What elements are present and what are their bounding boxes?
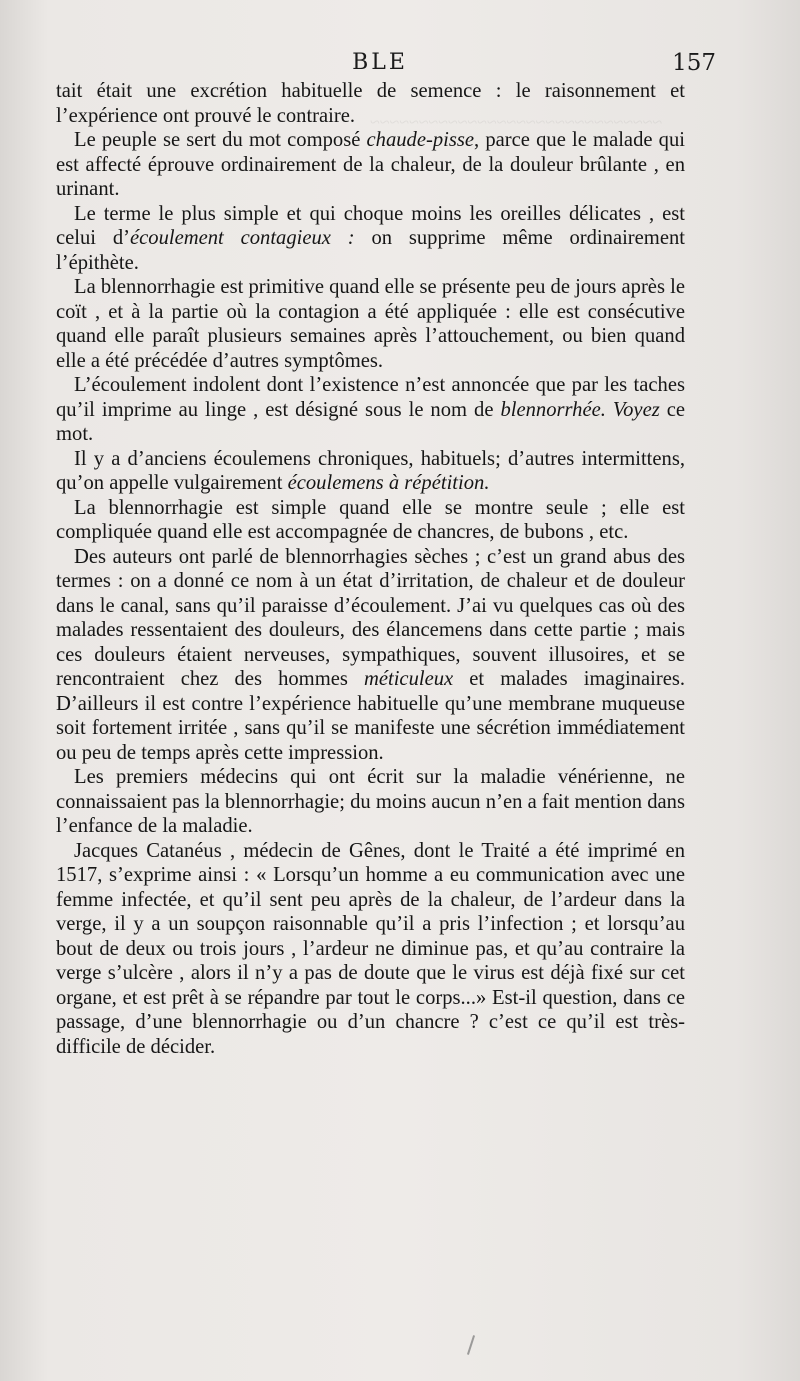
- page-header: [50, 50, 716, 80]
- italic-text: chaude-pisse: [366, 129, 475, 151]
- text-run: Les premiers médecins qui ont écrit sur la maladie vénérienne, ne connaissaient pas la blennorrhagie; du moins aucun n’en a fait mention dans l’enfance de la maladie.: [56, 766, 685, 837]
- page-number: 157: [672, 50, 716, 76]
- paragraph: [56, 839, 685, 1060]
- italic-text: méticuleux: [363, 668, 454, 690]
- text-run: ce mot.: [56, 398, 685, 445]
- text-run: tait était une excrétion habituelle de semence : le raisonnement et l’expérience ont prouvé le contraire.: [56, 80, 685, 127]
- text-run: La blennorrhagie est primitive quand elle se présente peu de jours après le coït , et à la partie où la contagion a été appliquée : elle est consécutive quand elle paraît plusieurs semaines après l’attouchement, ou bien quand elle a été précédée d’autres symptômes.: [56, 276, 685, 372]
- paragraph: [56, 202, 685, 276]
- stray-mark: [467, 1335, 475, 1355]
- text-run: Des auteurs ont parlé de blennorrhagies sèches ; c’est un grand abus des termes : on a donné ce nom à un état d’irritation, de chaleur et de douleur dans le canal, sans qu’il paraisse d’écoulement. J’ai vu quelques cas où des malades ressentaient des douleurs, des élancemens dans cette partie ; mais ces douleurs étaient nerveuses, sympathiques, souvent illusoires, et se rencontraient chez des hommes: [56, 545, 685, 690]
- text-run: La blennorrhagie est simple quand elle se montre seule ; elle est compliquée quand elle est accompagnée de chancres, de bubons , etc.: [56, 496, 685, 543]
- paragraph: [56, 765, 685, 839]
- text-run: Le terme le plus simple et qui choque moins les oreilles délicates , est celui d’: [56, 202, 685, 249]
- paragraph: [56, 545, 685, 766]
- text-run: on supprime même ordinairement l’épithète.: [56, 227, 685, 274]
- show-through-text: ~~~~~~~~~~~~~~~~~~~~~~~~~~~~~~: [370, 112, 663, 132]
- italic-text: écoulemens à répétition.: [287, 472, 490, 494]
- text-run: Le peuple se sert du mot composé: [74, 129, 367, 151]
- paragraph: [56, 128, 685, 202]
- italic-text: blennorrhée. Voyez: [500, 398, 660, 421]
- running-head: BLE: [352, 50, 408, 75]
- text-run: Il y a d’anciens écoulemens chroniques, habituels; d’autres intermittens, qu’on appelle vulgairement: [56, 447, 685, 494]
- paragraph: [56, 373, 685, 447]
- text-run: et malades imaginaires. D’ailleurs il est contre l’expérience habituelle qu’une membrane muqueuse soit fortement irritée , sans qu’il se manifeste une sécrétion immédiatement ou peu de temps après cette impression.: [56, 668, 686, 764]
- paragraph: [56, 447, 685, 496]
- text-run: L’écoulement indolent dont l’existence n’est annoncée que par les taches qu’il imprime au linge , est désigné sous le nom de: [56, 374, 685, 421]
- text-run: , parce que le malade qui est affecté éprouve ordinairement de la chaleur, de la douleur brûlante , en urinant.: [56, 129, 685, 200]
- italic-text: écoulement contagieux :: [130, 227, 355, 249]
- paragraph: [56, 79, 685, 128]
- body-text: [56, 79, 685, 1059]
- text-run: Jacques Catanéus , médecin de Gênes, dont le Traité a été imprimé en 1517, s’exprime ainsi : « Lorsqu’un homme a eu communication avec une femme infectée, et qu’il sent peu après de la chaleur, de l’ardeur dans la verge, il y a un soupçon raisonnable qu’il a pris l’infection ; et lorsqu’au bout de deux ou trois jours , l’ardeur ne diminue pas, et qu’au contraire la verge s’ulcère , alors il n’y a pas de doute que le virus est déjà fixé sur cet organe, et est prêt à se répandre par tout le corps...» Est-il question, dans ce passage, d’une blennorrhagie ou d’un chancre ? c’est ce qu’il est très-difficile de décider.: [56, 839, 685, 1058]
- paragraph: [56, 496, 685, 545]
- paragraph: [56, 275, 685, 373]
